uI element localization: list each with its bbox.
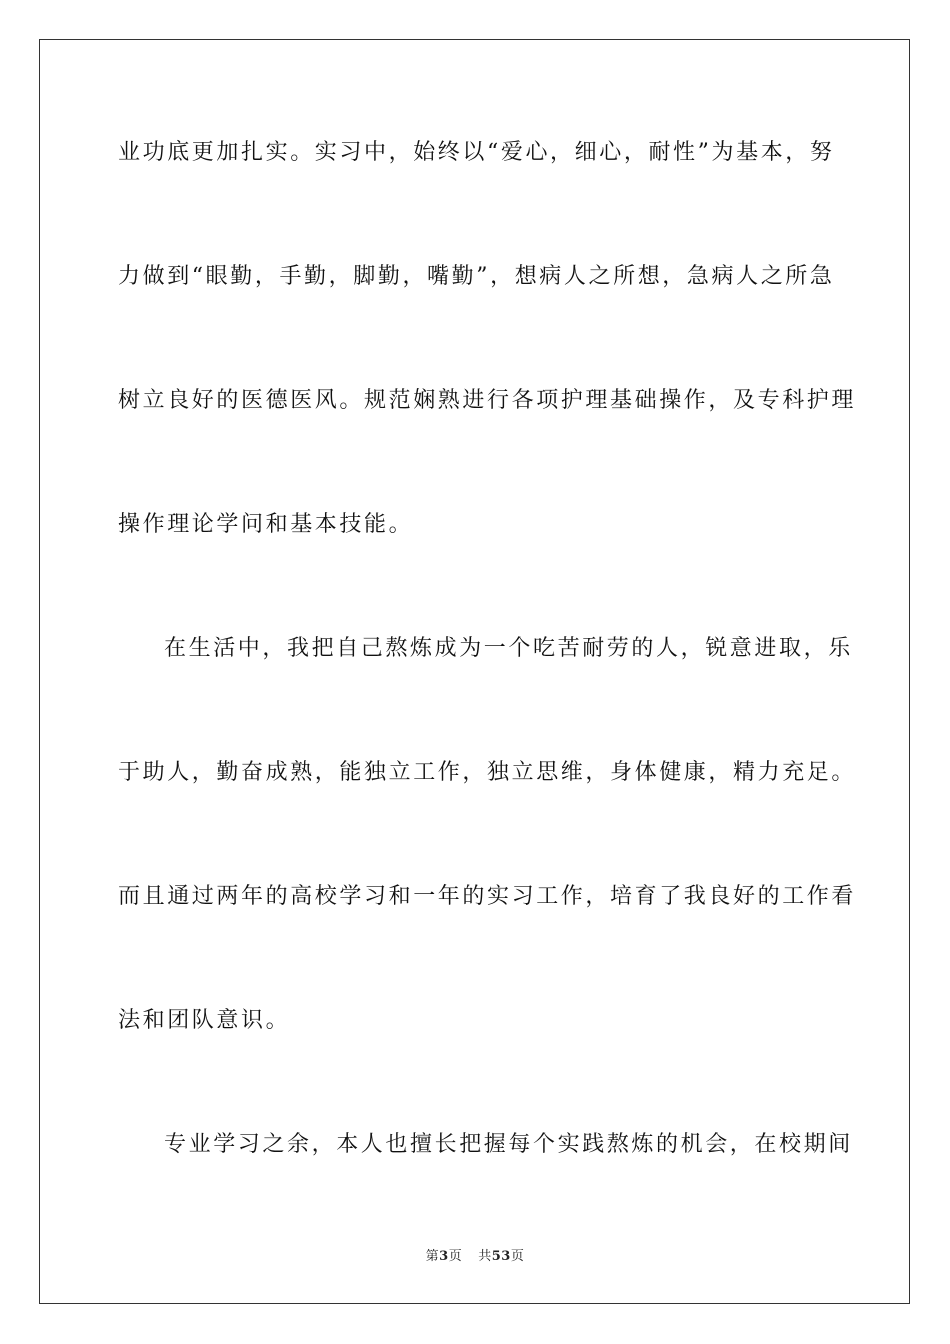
paragraph-line: 专业学习之余，本人也擅长把握每个实践熬炼的机会，在校期间	[164, 1132, 853, 1157]
paragraph-line: 在生活中，我把自己熬炼成为一个吃苦耐劳的人，锐意进取，乐	[164, 636, 853, 661]
total-prefix: 共	[478, 1249, 492, 1264]
current-page-number: 3	[439, 1249, 449, 1264]
paragraph-line: 树立良好的医德医风。规范娴熟进行各项护理基础操作，及专科护理	[118, 388, 857, 413]
total-suffix: 页	[510, 1249, 525, 1264]
page-suffix: 页	[448, 1249, 463, 1264]
page-prefix: 第	[425, 1249, 440, 1264]
paragraph-line: 操作理论学问和基本技能。	[118, 512, 414, 537]
paragraph-line: 力做到“眼勤，手勤，脚勤，嘴勤”，想病人之所想，急病人之所急	[118, 264, 835, 289]
paragraph-line: 法和团队意识。	[118, 1008, 291, 1033]
paragraph-line: 而且通过两年的高校学习和一年的实习工作，培育了我良好的工作看	[118, 884, 857, 909]
paragraph-line: 于助人，勤奋成熟，能独立工作，独立思维，身体健康，精力充足。	[118, 760, 857, 785]
paragraph-line: 业功底更加扎实。实习中，始终以“爱心，细心，耐性”为基本，努	[118, 140, 835, 165]
total-page-count: 53	[491, 1249, 511, 1264]
page-footer	[0, 1248, 950, 1266]
page-border	[39, 39, 910, 1304]
